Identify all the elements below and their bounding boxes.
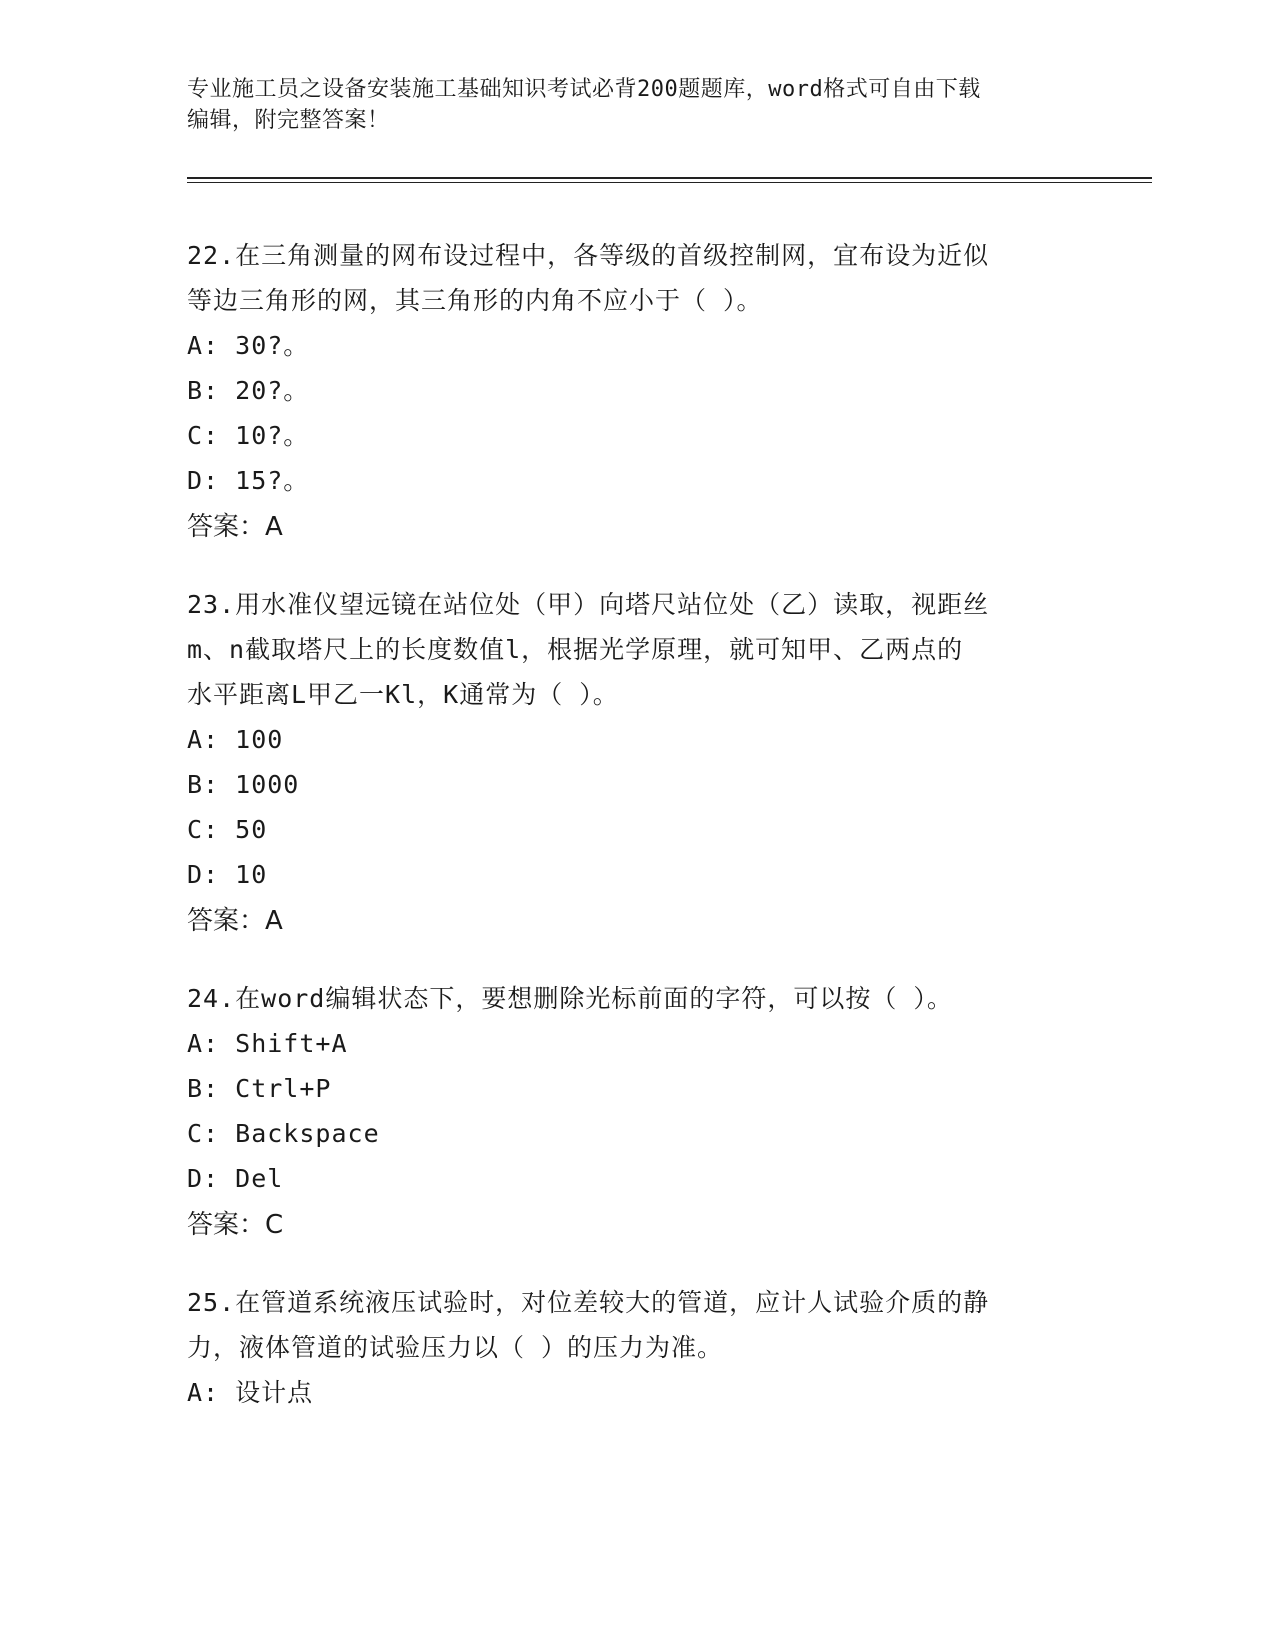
question-stem-line: 力，液体管道的试验压力以（ ）的压力为准。 xyxy=(187,1333,724,1362)
question-22 xyxy=(187,233,1087,551)
question-24 xyxy=(187,976,1087,1249)
header-divider-thick xyxy=(187,177,1152,179)
question-23 xyxy=(187,582,1087,945)
option-a: A: 30?。 xyxy=(187,331,310,360)
question-stem-line: 22.在三角测量的网布设过程中，各等级的首级控制网，宜布设为近似 xyxy=(187,241,990,270)
question-25 xyxy=(187,1280,1087,1415)
option-a: A: Shift+A xyxy=(187,1029,348,1058)
header-line-1: 专业施工员之设备安装施工基础知识考试必背200题题库，word格式可自由下载 xyxy=(187,77,981,102)
question-stem-line: 等边三角形的网，其三角形的内角不应小于（ ）。 xyxy=(187,286,763,315)
question-stem-line: 24.在word编辑状态下，要想删除光标前面的字符，可以按（ ）。 xyxy=(187,984,953,1013)
option-d: D: Del xyxy=(187,1164,284,1193)
document-header xyxy=(187,74,1067,136)
header-divider-thin xyxy=(187,182,1152,183)
question-stem-line: 水平距离L甲乙一Kl，K通常为（ ）。 xyxy=(187,680,619,709)
question-stem-line: 23.用水准仪望远镜在站位处（甲）向塔尺站位处（乙）读取，视距丝 xyxy=(187,590,990,619)
option-d: D: 15?。 xyxy=(187,466,310,495)
question-stem-line: m、n截取塔尺上的长度数值l，根据光学原理，就可知甲、乙两点的 xyxy=(187,635,964,664)
option-a: A: 100 xyxy=(187,725,284,754)
option-c: C: 50 xyxy=(187,815,268,844)
question-list xyxy=(187,233,1087,1446)
option-c: C: Backspace xyxy=(187,1119,380,1148)
option-b: B: 20?。 xyxy=(187,376,310,405)
answer-label: 答案：A xyxy=(187,512,283,542)
question-stem-line: 25.在管道系统液压试验时，对位差较大的管道，应计人试验介质的静 xyxy=(187,1288,990,1317)
answer-label: 答案：C xyxy=(187,1210,284,1240)
answer-label: 答案：A xyxy=(187,906,283,936)
header-line-2: 编辑，附完整答案！ xyxy=(187,108,390,133)
option-b: B: 1000 xyxy=(187,770,300,799)
option-b: B: Ctrl+P xyxy=(187,1074,332,1103)
option-c: C: 10?。 xyxy=(187,421,310,450)
option-d: D: 10 xyxy=(187,860,268,889)
option-a: A: 设计点 xyxy=(187,1378,314,1407)
